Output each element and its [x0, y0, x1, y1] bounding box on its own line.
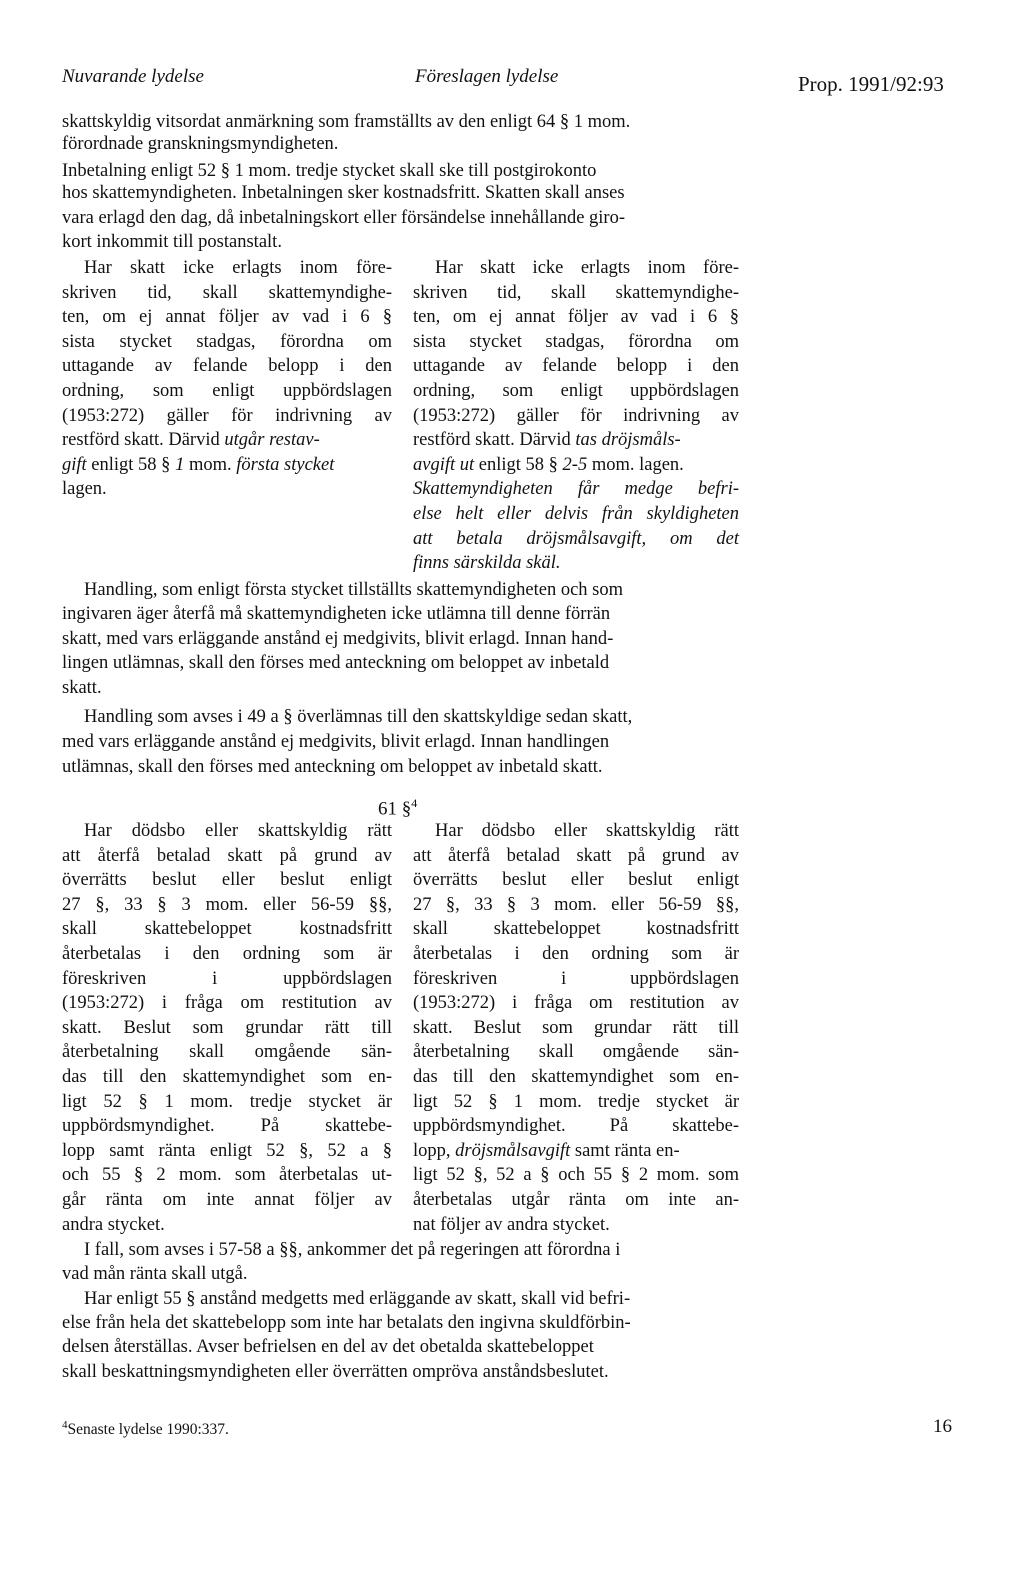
text-line: återbetalning skall omgående sän-	[413, 1042, 739, 1063]
text-line: restförd skatt. Därvid tas dröjsmåls-	[413, 430, 681, 451]
text-line: ligt 52 §, 52 a § och 55 § 2 mom. som	[413, 1165, 739, 1186]
text-line: ten, om ej annat följer av vad i 6 §	[413, 307, 739, 328]
text-line: gift enligt 58 § 1 mom. första stycket	[62, 454, 335, 475]
text-line: överrätts beslut eller beslut enligt	[413, 870, 739, 891]
text-line: skriven tid, skall skattemyndighe-	[413, 282, 739, 303]
italic-text-line: Skattemyndigheten får medge befri-	[413, 479, 739, 500]
proposed-wording-header: Föreslagen lydelse	[415, 66, 559, 87]
proposition-reference: Prop. 1991/92:93	[798, 72, 944, 96]
italic-text: första stycket	[236, 454, 335, 475]
footnote-text: Senaste lydelse 1990:337.	[67, 1421, 229, 1439]
intro-line: skattskyldig vitsordat anmärkning som framställts av den enligt 64 § 1 mom.	[62, 112, 631, 132]
intro-line: hos skattemyndigheten. Inbetalningen sker kostnadsfritt. Skatten skall anses	[62, 183, 625, 203]
text-line: ligt 52 § 1 mom. tredje stycket är	[62, 1091, 392, 1112]
footnote-ref: 4	[411, 796, 418, 810]
text-line: skriven tid, skall skattemyndighe-	[62, 282, 392, 303]
text-line: Har skatt icke erlagts inom före-	[435, 258, 739, 278]
text-line: ordning, som enligt uppbördslagen	[62, 380, 392, 401]
text-line: går ränta om inte annat följer av	[62, 1189, 392, 1210]
block1-proposed-column	[413, 256, 739, 576]
italic-text: dröjsmålsavgift	[455, 1140, 571, 1161]
text-line: skatt. Beslut som grundar rätt till	[62, 1017, 392, 1038]
mid-line: skatt.	[62, 678, 102, 698]
text-line: att återfå betalad skatt på grund av	[62, 845, 392, 866]
text-line: (1953:272) gäller för indrivning av	[413, 405, 739, 426]
text-line: återbetalas utgår ränta om inte an-	[413, 1189, 739, 1210]
text-line: das till den skattemyndighet som en-	[413, 1066, 739, 1087]
text-line: skall skattebeloppet kostnadsfritt	[413, 919, 739, 940]
text-line: uppbördsmyndighet. På skattebe-	[413, 1116, 739, 1137]
text-line: avgift ut enligt 58 § 2-5 mom. lagen.	[413, 454, 684, 475]
text-line: (1953:272) i fråga om restitution av	[413, 993, 739, 1014]
text-line: 27 §, 33 § 3 mom. eller 56-59 §§,	[62, 894, 392, 915]
text-line: Har skatt icke erlagts inom före-	[84, 258, 392, 278]
text-line: att återfå betalad skatt på grund av	[413, 845, 739, 866]
text-line: återbetalas i den ordning som är	[413, 943, 739, 964]
text-line: andra stycket.	[62, 1214, 165, 1235]
end-line: I fall, som avses i 57-58 a §§, ankommer det på regeringen att förordna i	[84, 1240, 621, 1260]
text-line: skatt. Beslut som grundar rätt till	[413, 1017, 739, 1038]
block1-current-column	[62, 256, 392, 502]
text-line: lopp samt ränta enligt 52 §, 52 a §	[62, 1140, 392, 1161]
mid-line: med vars erläggande anstånd ej medgivits, blivit erlagd. Innan handlingen	[62, 732, 610, 752]
block2-proposed-column	[413, 819, 739, 1237]
text-line: Har dödsbo eller skattskyldig rätt	[84, 821, 392, 841]
text-line: restförd skatt. Därvid utgår restav-	[62, 430, 320, 451]
text-line: nat följer av andra stycket.	[413, 1214, 610, 1235]
text-line: 27 §, 33 § 3 mom. eller 56-59 §§,	[413, 894, 739, 915]
text-line: sista stycket stadgas, förordna om	[413, 331, 739, 352]
footnote	[62, 1419, 229, 1439]
italic-text-line: att betala dröjsmålsavgift, om det	[413, 528, 739, 549]
mid-line: lingen utlämnas, skall den förses med anteckning om beloppet av inbetald	[62, 653, 610, 673]
end-line: skall beskattningsmyndigheten eller överrätten ompröva anståndsbeslutet.	[62, 1362, 609, 1382]
text-line: föreskriven i uppbördslagen	[62, 968, 392, 989]
text-line: skall skattebeloppet kostnadsfritt	[62, 919, 392, 940]
text-line: återbetalas i den ordning som är	[62, 943, 392, 964]
end-line: else från hela det skattebelopp som inte har betalats den ingivna skuldförbin-	[62, 1313, 631, 1333]
text-line: och 55 § 2 mom. som återbetalas ut-	[62, 1165, 392, 1186]
section-heading: 61 §$^4$	[378, 796, 418, 820]
intro-line: förordnade granskningsmyndigheten.	[62, 134, 339, 154]
text-line: (1953:272) i fråga om restitution av	[62, 993, 392, 1014]
text-line: das till den skattemyndighet som en-	[62, 1066, 392, 1087]
text-line: ligt 52 § 1 mom. tredje stycket är	[413, 1091, 739, 1112]
intro-line: kort inkommit till postanstalt.	[62, 232, 282, 252]
text-line: föreskriven i uppbördslagen	[413, 968, 739, 989]
block2-current-column	[62, 819, 392, 1237]
italic-text: utgår restav-	[224, 430, 320, 451]
end-line: vad mån ränta skall utgå.	[62, 1264, 248, 1284]
mid-line: Handling som avses i 49 a § överlämnas till den skattskyldige sedan skatt,	[84, 707, 633, 727]
mid-line: skatt, med vars erläggande anstånd ej medgivits, blivit erlagd. Innan hand-	[62, 629, 614, 649]
text-line: sista stycket stadgas, förordna om	[62, 331, 392, 352]
italic-text-line: finns särskilda skäl.	[413, 553, 561, 574]
text-line: överrätts beslut eller beslut enligt	[62, 870, 392, 891]
text-line: uttagande av felande belopp i den	[413, 356, 739, 377]
text-line: lagen.	[62, 479, 107, 500]
text-line: ten, om ej annat följer av vad i 6 §	[62, 307, 392, 328]
text-line: ordning, som enligt uppbördslagen	[413, 380, 739, 401]
text-line: lopp, dröjsmålsavgift samt ränta en-	[413, 1140, 680, 1161]
end-line: delsen återställas. Avser befrielsen en del av det obetalda skattebeloppet	[62, 1337, 594, 1357]
mid-line: ingivaren äger återfå må skattemyndigheten icke utlämna till denne förrän	[62, 604, 611, 624]
current-wording-header: Nuvarande lydelse	[62, 66, 204, 87]
text-line: uttagande av felande belopp i den	[62, 356, 392, 377]
intro-line: Inbetalning enligt 52 § 1 mom. tredje stycket skall ske till postgirokonto	[62, 161, 597, 181]
italic-text: avgift ut	[413, 454, 475, 475]
mid-line: Handling, som enligt första stycket tillställts skattemyndigheten och som	[84, 580, 623, 600]
italic-text: gift	[62, 454, 87, 475]
text-line: (1953:272) gäller för indrivning av	[62, 405, 392, 426]
italic-text: 1	[175, 454, 185, 475]
italic-text: tas dröjsmåls-	[575, 430, 681, 451]
footnote-number: 4	[62, 1419, 68, 1431]
page-number: 16	[933, 1416, 952, 1437]
intro-line: vara erlagd den dag, då inbetalningskort eller försändelse innehållande giro-	[62, 208, 626, 228]
end-line: Har enligt 55 § anstånd medgetts med erläggande av skatt, skall vid befri-	[84, 1289, 631, 1309]
text-line: återbetalning skall omgående sän-	[62, 1042, 392, 1063]
mid-line: utlämnas, skall den förses med anteckning om beloppet av inbetald skatt.	[62, 757, 603, 777]
italic-text: 2-5	[562, 454, 588, 475]
text-line: uppbördsmyndighet. På skattebe-	[62, 1116, 392, 1137]
text-line: Har dödsbo eller skattskyldig rätt	[435, 821, 739, 841]
italic-text-line: else helt eller delvis från skyldigheten	[413, 503, 739, 524]
